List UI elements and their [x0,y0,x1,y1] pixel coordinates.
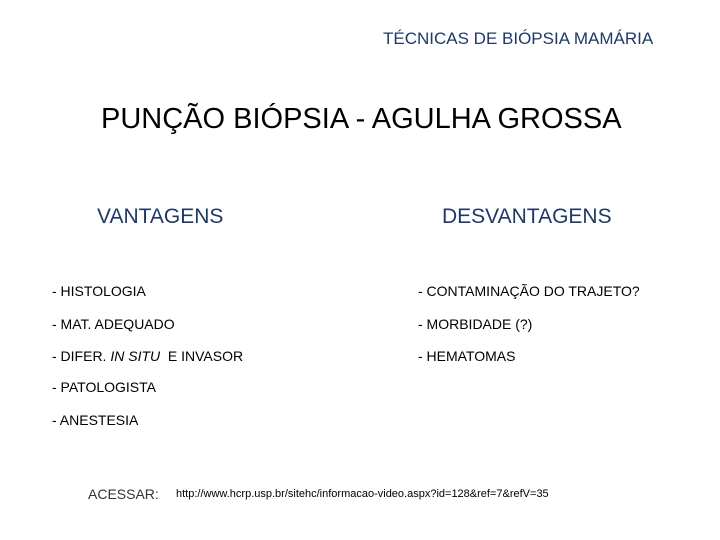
footer-access-label: ACESSAR: [88,486,159,502]
advantage-item-difer-suffix: E INVASOR [160,348,244,364]
disadvantage-item-contaminacao: - CONTAMINAÇÃO DO TRAJETO? [418,283,640,299]
advantage-item-mat-adequado: - MAT. ADEQUADO [52,316,175,332]
advantage-item-patologista: - PATOLOGISTA [52,379,156,395]
disadvantage-item-hematomas: - HEMATOMAS [418,348,516,364]
advantages-heading: VANTAGENS [97,205,224,228]
disadvantage-item-morbidade: - MORBIDADE (?) [418,316,533,332]
footer-url-link[interactable]: http://www.hcrp.usp.br/sitehc/informacao-video.aspx?id=128&ref=7&refV=35 [176,488,549,500]
slide-header: TÉCNICAS DE BIÓPSIA MAMÁRIA [383,29,654,48]
slide-title: PUNÇÃO BIÓPSIA - AGULHA GROSSA [101,103,622,135]
advantage-item-difer-prefix: - DIFER. [52,348,111,364]
advantage-item-difer-in-situ [52,348,243,364]
disadvantages-heading: DESVANTAGENS [442,205,612,228]
advantage-item-in-situ-italic: IN SITU [110,348,161,364]
advantage-item-histologia: - HISTOLOGIA [52,283,146,299]
advantage-item-anestesia: - ANESTESIA [52,412,139,428]
